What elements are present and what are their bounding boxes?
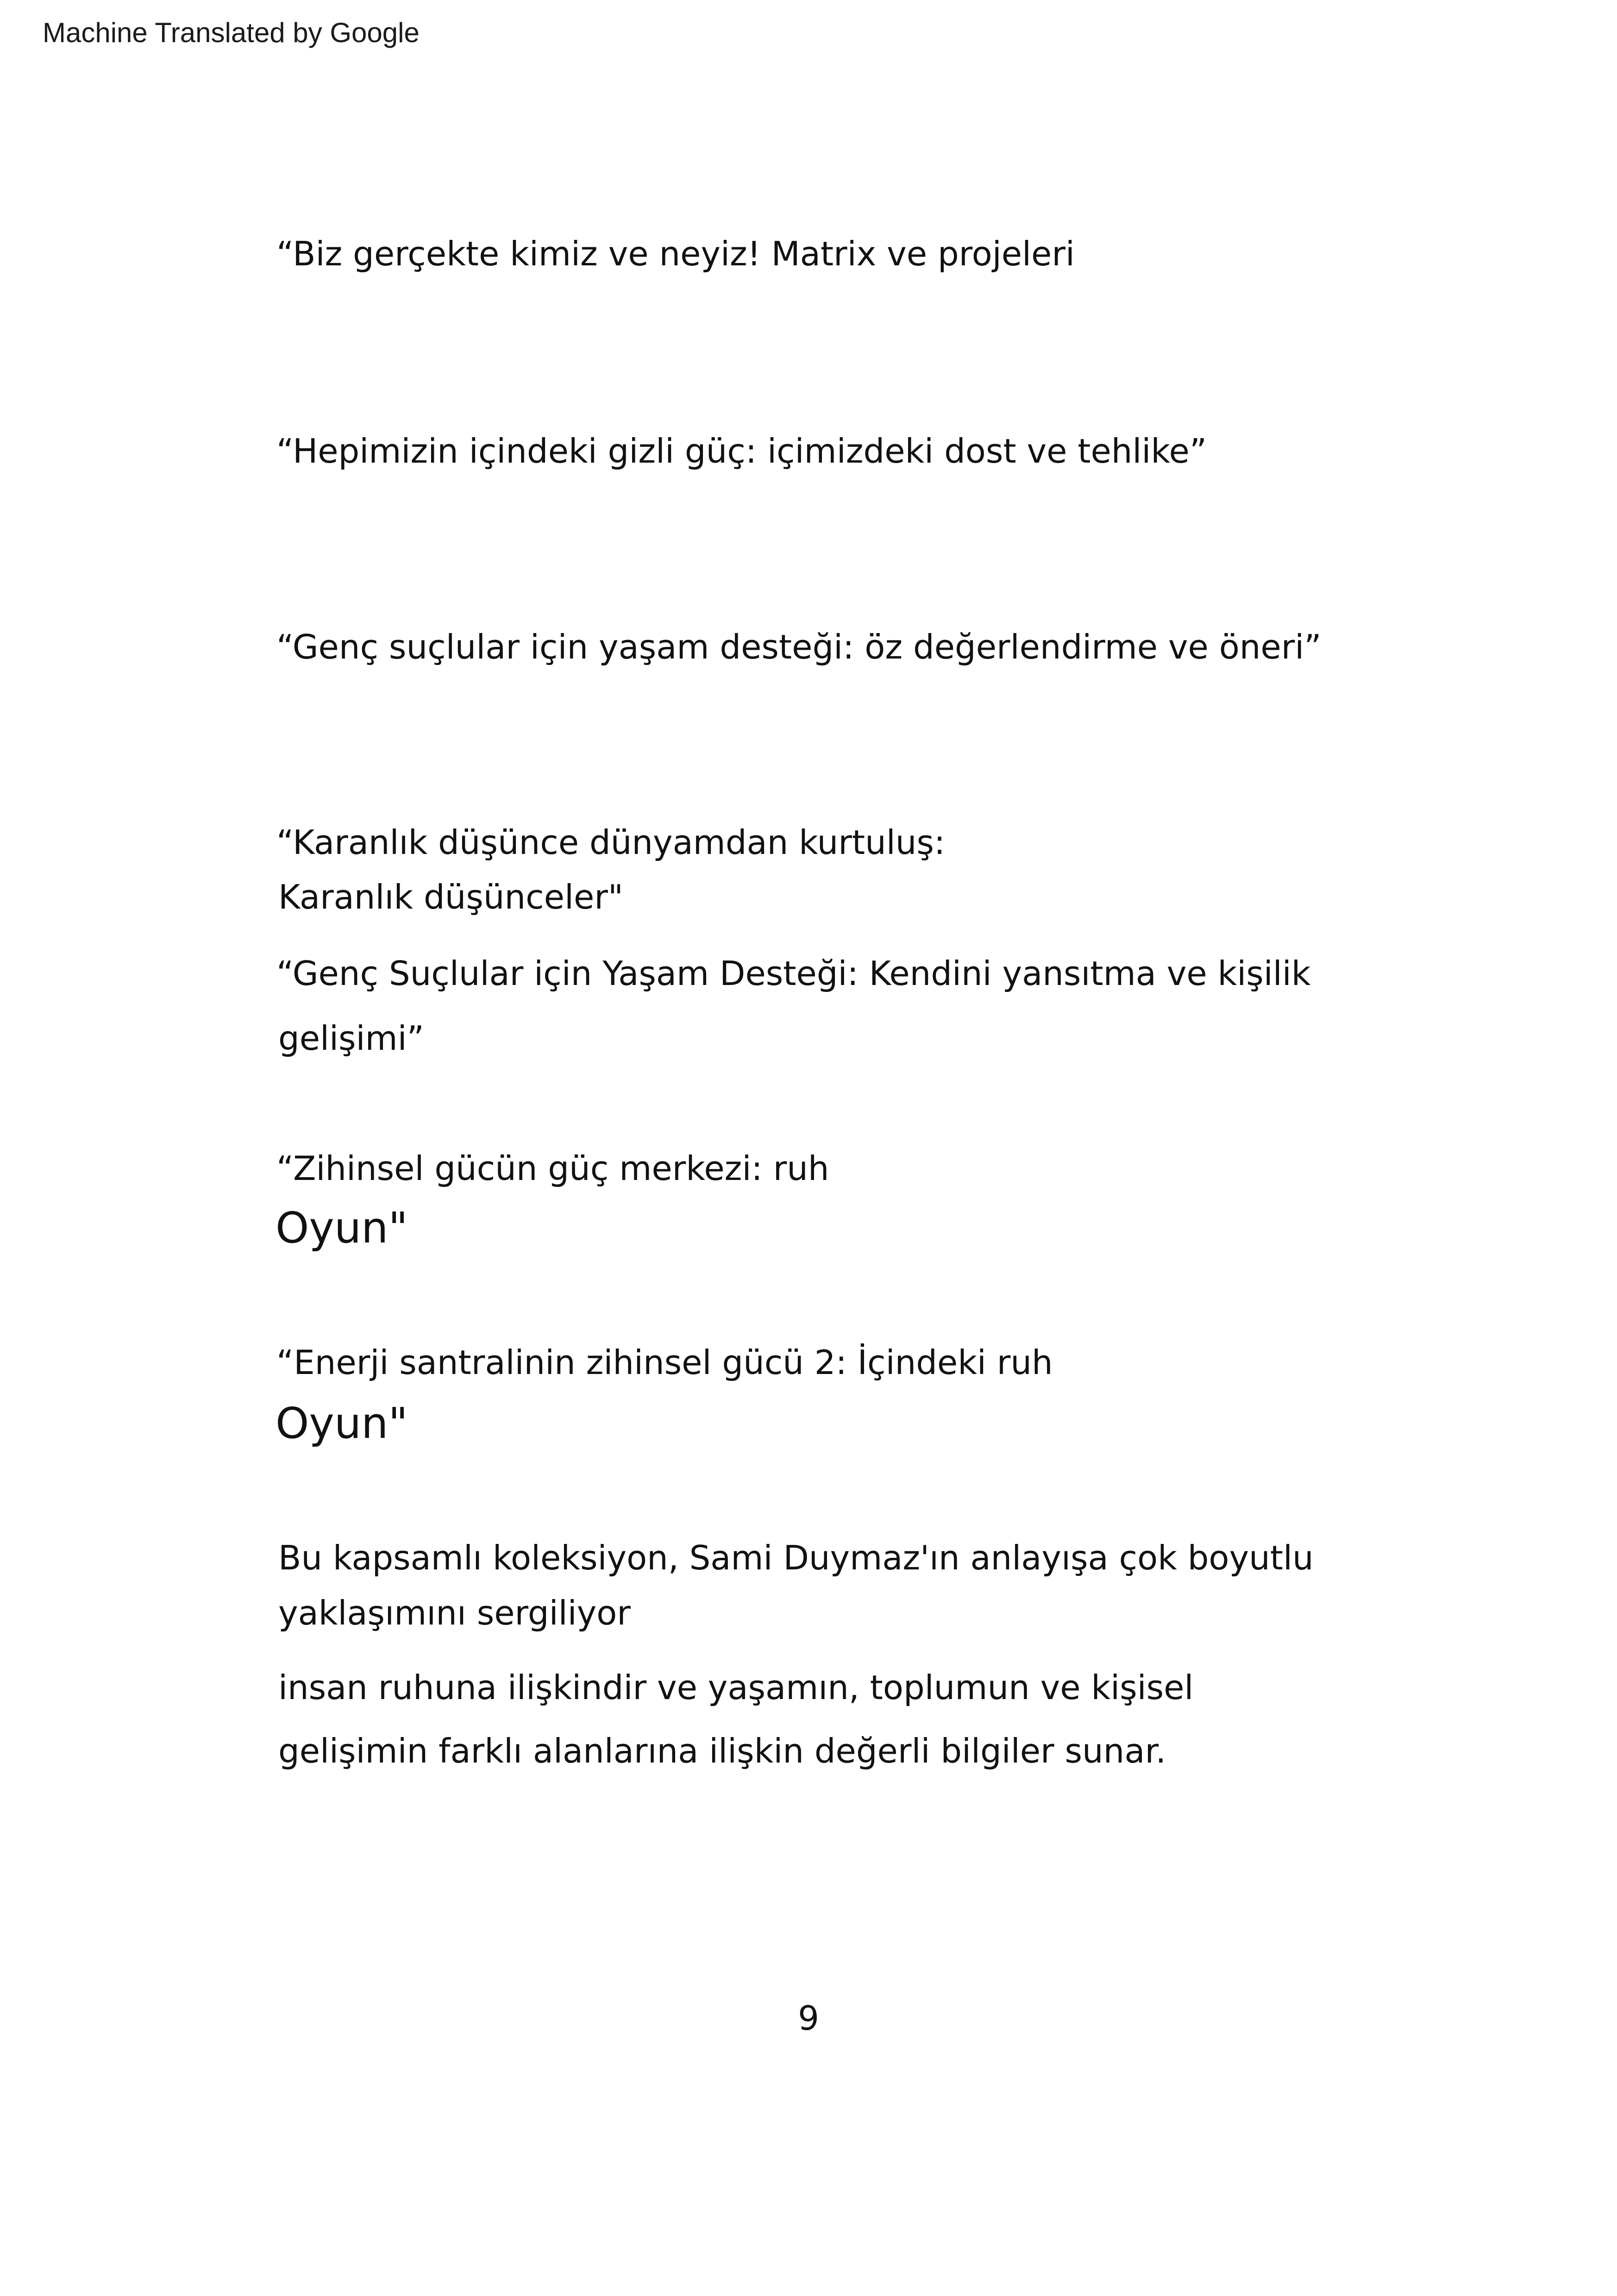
title-line-4a: “Karanlık düşünce dünyamdan kurtuluş:	[276, 823, 946, 862]
page-number: 9	[798, 1999, 819, 2038]
title-line-6b: Oyun"	[276, 1203, 408, 1253]
description-line-2: yaklaşımını sergiliyor	[278, 1593, 631, 1632]
title-line-1: “Biz gerçekte kimiz ve neyiz! Matrix ve projeleri	[276, 234, 1075, 273]
title-line-4b: Karanlık düşünceler"	[278, 878, 624, 916]
title-line-7a: “Enerji santralinin zihinsel gücü 2: İçindeki ruh	[276, 1343, 1053, 1382]
title-line-2: “Hepimizin içindeki gizli güç: içimizdeki dost ve tehlike”	[276, 432, 1207, 470]
title-line-5b: gelişimi”	[278, 1019, 424, 1058]
title-line-3: “Genç suçlular için yaşam desteği: öz değerlendirme ve öneri”	[276, 627, 1322, 666]
description-line-3: insan ruhuna ilişkindir ve yaşamın, toplumun ve kişisel	[278, 1668, 1194, 1707]
title-line-5a: “Genç Suçlular için Yaşam Desteği: Kendini yansıtma ve kişilik	[276, 954, 1311, 993]
description-line-4: gelişimin farklı alanlarına ilişkin değerli bilgiler sunar.	[278, 1731, 1166, 1770]
title-line-6a: “Zihinsel gücün güç merkezi: ruh	[276, 1149, 829, 1188]
machine-translation-banner: Machine Translated by Google	[43, 17, 420, 48]
description-line-1: Bu kapsamlı koleksiyon, Sami Duymaz'ın anlayışa çok boyutlu	[278, 1538, 1314, 1577]
title-line-7b: Oyun"	[276, 1399, 408, 1448]
